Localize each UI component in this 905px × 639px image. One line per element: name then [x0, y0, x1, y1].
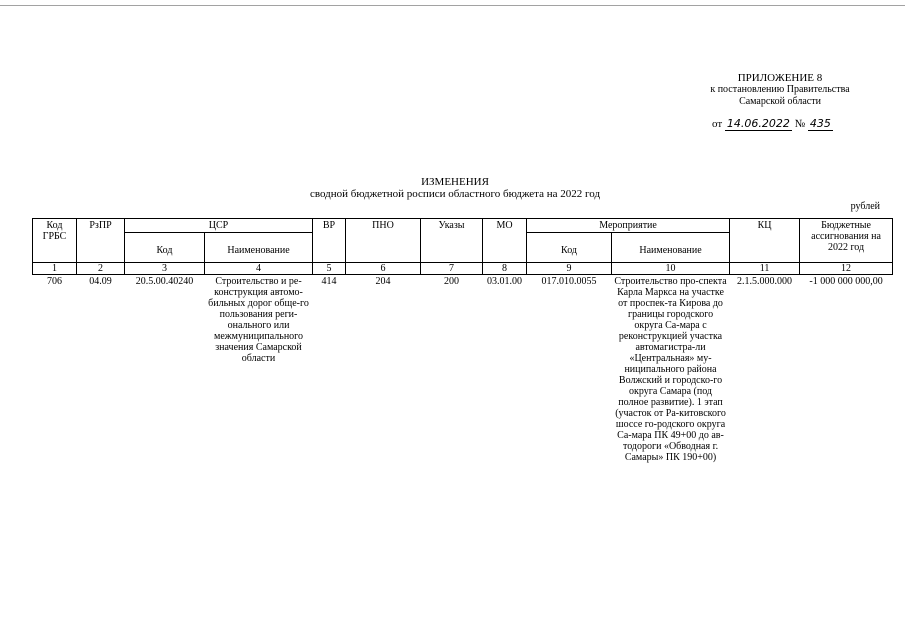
cell-vr: 414 [313, 275, 346, 465]
col-mer-kod: Код [527, 233, 612, 263]
cell-rzpr: 04.09 [77, 275, 125, 465]
col-number: 8 [483, 263, 527, 275]
cell-mer-kod: 017.010.0055 [527, 275, 612, 465]
scan-top-border [0, 5, 905, 6]
budget-changes-table [32, 218, 893, 464]
document-title-block [240, 176, 670, 200]
col-number: 12 [800, 263, 893, 275]
col-ukazy: Указы [421, 219, 483, 263]
appendix-line2: Самарской области [739, 96, 821, 107]
cell-csr-kod: 20.5.00.40240 [125, 275, 205, 465]
decree-number: 435 [809, 117, 831, 130]
cell-mo: 03.01.00 [483, 275, 527, 465]
col-number: 5 [313, 263, 346, 275]
header-row-1 [33, 219, 893, 233]
cell-ukazy: 200 [421, 275, 483, 465]
cell-amount: -1 000 000 000,00 [800, 275, 893, 465]
col-number: 1 [33, 263, 77, 275]
col-csr-name: Наименование [205, 233, 313, 263]
cell-csr-name: Строительство и ре-конструкция автомо-бильных дорог обще-го пользования реги-онального или межмуниципального значения Самарской области [205, 275, 313, 465]
document-title: ИЗМЕНЕНИЯ [421, 176, 489, 188]
col-number: 2 [77, 263, 125, 275]
cell-pno: 204 [346, 275, 421, 465]
col-kc: КЦ [730, 219, 800, 263]
col-number: 7 [421, 263, 483, 275]
col-kod-grbs: Код ГРБС [33, 219, 77, 263]
col-pno: ПНО [346, 219, 421, 263]
col-number: 6 [346, 263, 421, 275]
decree-line [712, 117, 833, 130]
appendix-header [700, 72, 860, 108]
col-number: 11 [730, 263, 800, 275]
col-number: 3 [125, 263, 205, 275]
col-rzpr: РзПР [77, 219, 125, 263]
col-budget: Бюджетные ассигнования на 2022 год [800, 219, 893, 263]
table-row [33, 275, 893, 465]
decree-number-label: № [794, 118, 806, 130]
col-mo: МО [483, 219, 527, 263]
cell-mer-name: Строительство про-спекта Карла Маркса на участке от проспек-та Кирова до границы городского округа Са-мара с реконструкцией участка автомагистра-ли «Центральная» му-ниципального района Волжский и городско-го округа Самара (под полное развитие). 1 этап (участок от Ра-китовского шоссе го-родского округа Са-мара ПК 49+00 до ав-тодороги «Обводная г. Самары» ПК 190+00) [612, 275, 730, 465]
cell-kc: 2.1.5.000.000 [730, 275, 800, 465]
col-mer-name: Наименование [612, 233, 730, 263]
column-numbers-row [33, 263, 893, 275]
col-number: 9 [527, 263, 612, 275]
units-label: рублей [850, 201, 880, 212]
col-number: 10 [612, 263, 730, 275]
document-subtitle: сводной бюджетной росписи областного бюджета на 2022 год [309, 188, 601, 200]
decree-from-label: от [712, 118, 723, 130]
appendix-line1: к постановлению Правительства [710, 84, 850, 95]
col-csr-kod: Код [125, 233, 205, 263]
col-meropriyatie: Мероприятие [527, 219, 730, 233]
col-csr: ЦСР [125, 219, 313, 233]
col-vr: ВР [313, 219, 346, 263]
appendix-title: ПРИЛОЖЕНИЕ 8 [737, 72, 823, 84]
decree-date: 14.06.2022 [726, 117, 790, 130]
col-number: 4 [205, 263, 313, 275]
cell-kod-grbs: 706 [33, 275, 77, 465]
